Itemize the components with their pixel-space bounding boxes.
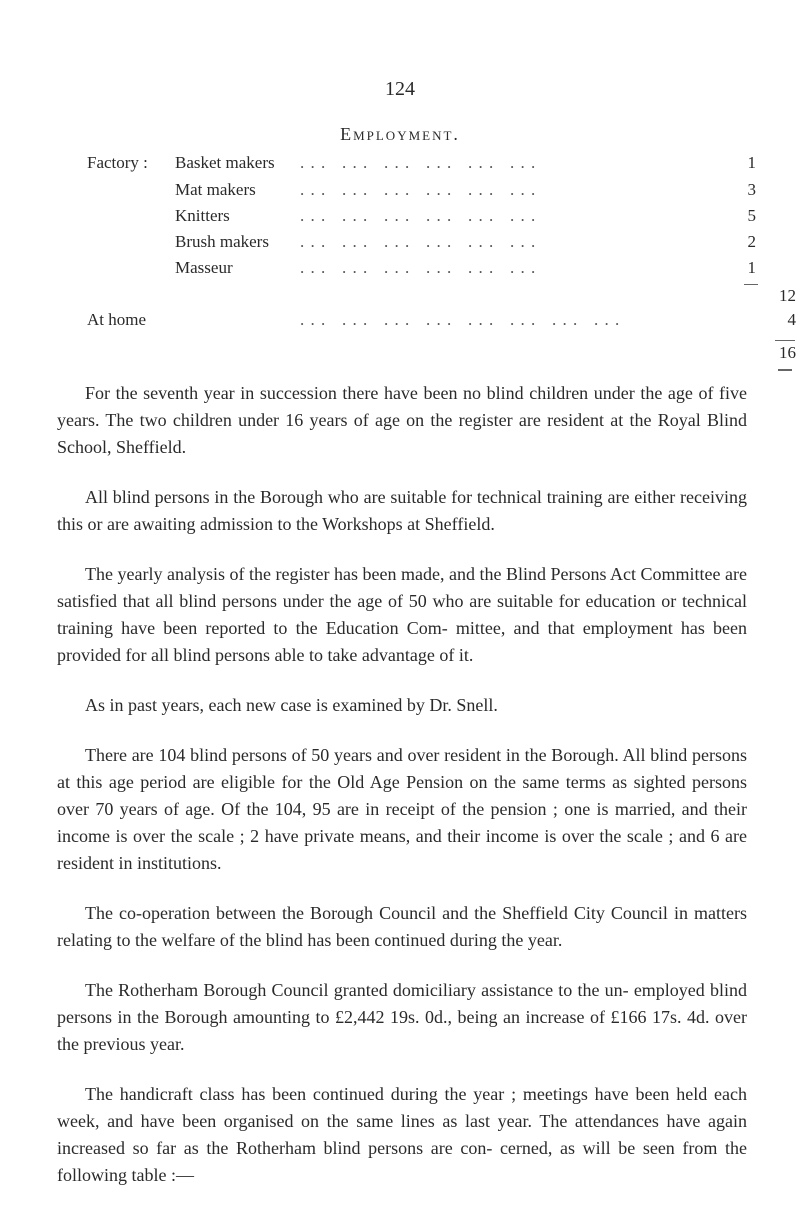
row-count: 5 [747,206,756,225]
page-number: 124 [385,78,415,100]
row-count: 1 [747,258,756,277]
factory-total: 12 [779,286,796,305]
row-label: Mat makers [175,180,256,199]
row-label: Knitters [175,206,230,225]
row-count: 2 [747,232,756,251]
factory-total-row [0,286,800,310]
home-count: 4 [787,310,796,329]
body-text [57,380,747,1212]
table-row [0,180,800,204]
paragraph: The Rotherham Borough Council granted domiciliary assistance to the un- employed blind persons in the Borough amounting to £2,442 19s. 0d., being an increase of £166 17s. 4d. over the previous year. [57,980,747,1054]
row-count: 1 [747,153,756,172]
row-label: Masseur [175,258,233,277]
grand-total: 16 [779,343,796,362]
table-row [0,153,800,177]
row-count: 3 [747,180,756,199]
home-label: At home [87,310,147,329]
subtotal-rule [744,284,758,285]
factory-label: Factory : [87,153,148,172]
paragraph: There are 104 blind persons of 50 years and over resident in the Borough. All blind persons at this age period are eligible for the Old Age Pension on the same terms as sighted persons over 70 years of age. Of the 104, 95 are in receipt of the pension ; one is married, and their income is over the scale ; 2 have private means, and their income is over the scale ; and 6 are resident in institutions. [57,745,747,873]
section-title: Employment. [340,124,460,144]
paragraph: The yearly analysis of the register has been made, and the Blind Persons Act Committee are satisfied that all blind persons under the age of 50 who are suitable for education or technical training have been reported to the Education Com- mittee, and that employment has been provided for all blind persons able to take advantage of it. [57,564,747,665]
paragraph: The co-operation between the Borough Council and the Sheffield City Council in matters relating to the welfare of the blind has been continued during the year. [57,903,747,950]
row-label: Basket makers [175,153,275,172]
employment-table [0,0,800,400]
paragraph: All blind persons in the Borough who are suitable for technical training are either receiving this or are awaiting admission to the Workshops at Sheffield. [57,487,747,534]
paragraph: For the seventh year in succession there have been no blind children under the age of five years. The two children under 16 years of age on the register are resident at the Royal Blind School, Sheffield. [57,383,747,457]
row-label: Brush makers [175,232,269,251]
leader-dots: . . . . . . . . . . . . . . . . . . [300,206,537,225]
leader-dots: . . . . . . . . . . . . . . . . . . [300,258,537,277]
leader-dots: . . . . . . . . . . . . . . . . . . [300,153,537,172]
table-row [0,310,800,334]
paragraph: The handicraft class has been continued during the year ; meetings have been held each week, and have been organised on the same lines as last year. The attendances have again increased so far as the Rotherham blind persons are con- cerned, as will be seen from the following table :— [57,1084,747,1185]
table-row [0,206,800,230]
leader-dots: . . . . . . . . . . . . . . . . . . . . . . . . [300,310,621,329]
table-row [0,232,800,256]
grand-total-row [0,343,800,367]
leader-dots: . . . . . . . . . . . . . . . . . . [300,232,537,251]
leader-dots: . . . . . . . . . . . . . . . . . . [300,180,537,199]
table-row [0,258,800,282]
total-rule [775,340,795,341]
paragraph: As in past years, each new case is examined by Dr. Snell. [85,695,498,715]
total-underline [778,369,792,371]
